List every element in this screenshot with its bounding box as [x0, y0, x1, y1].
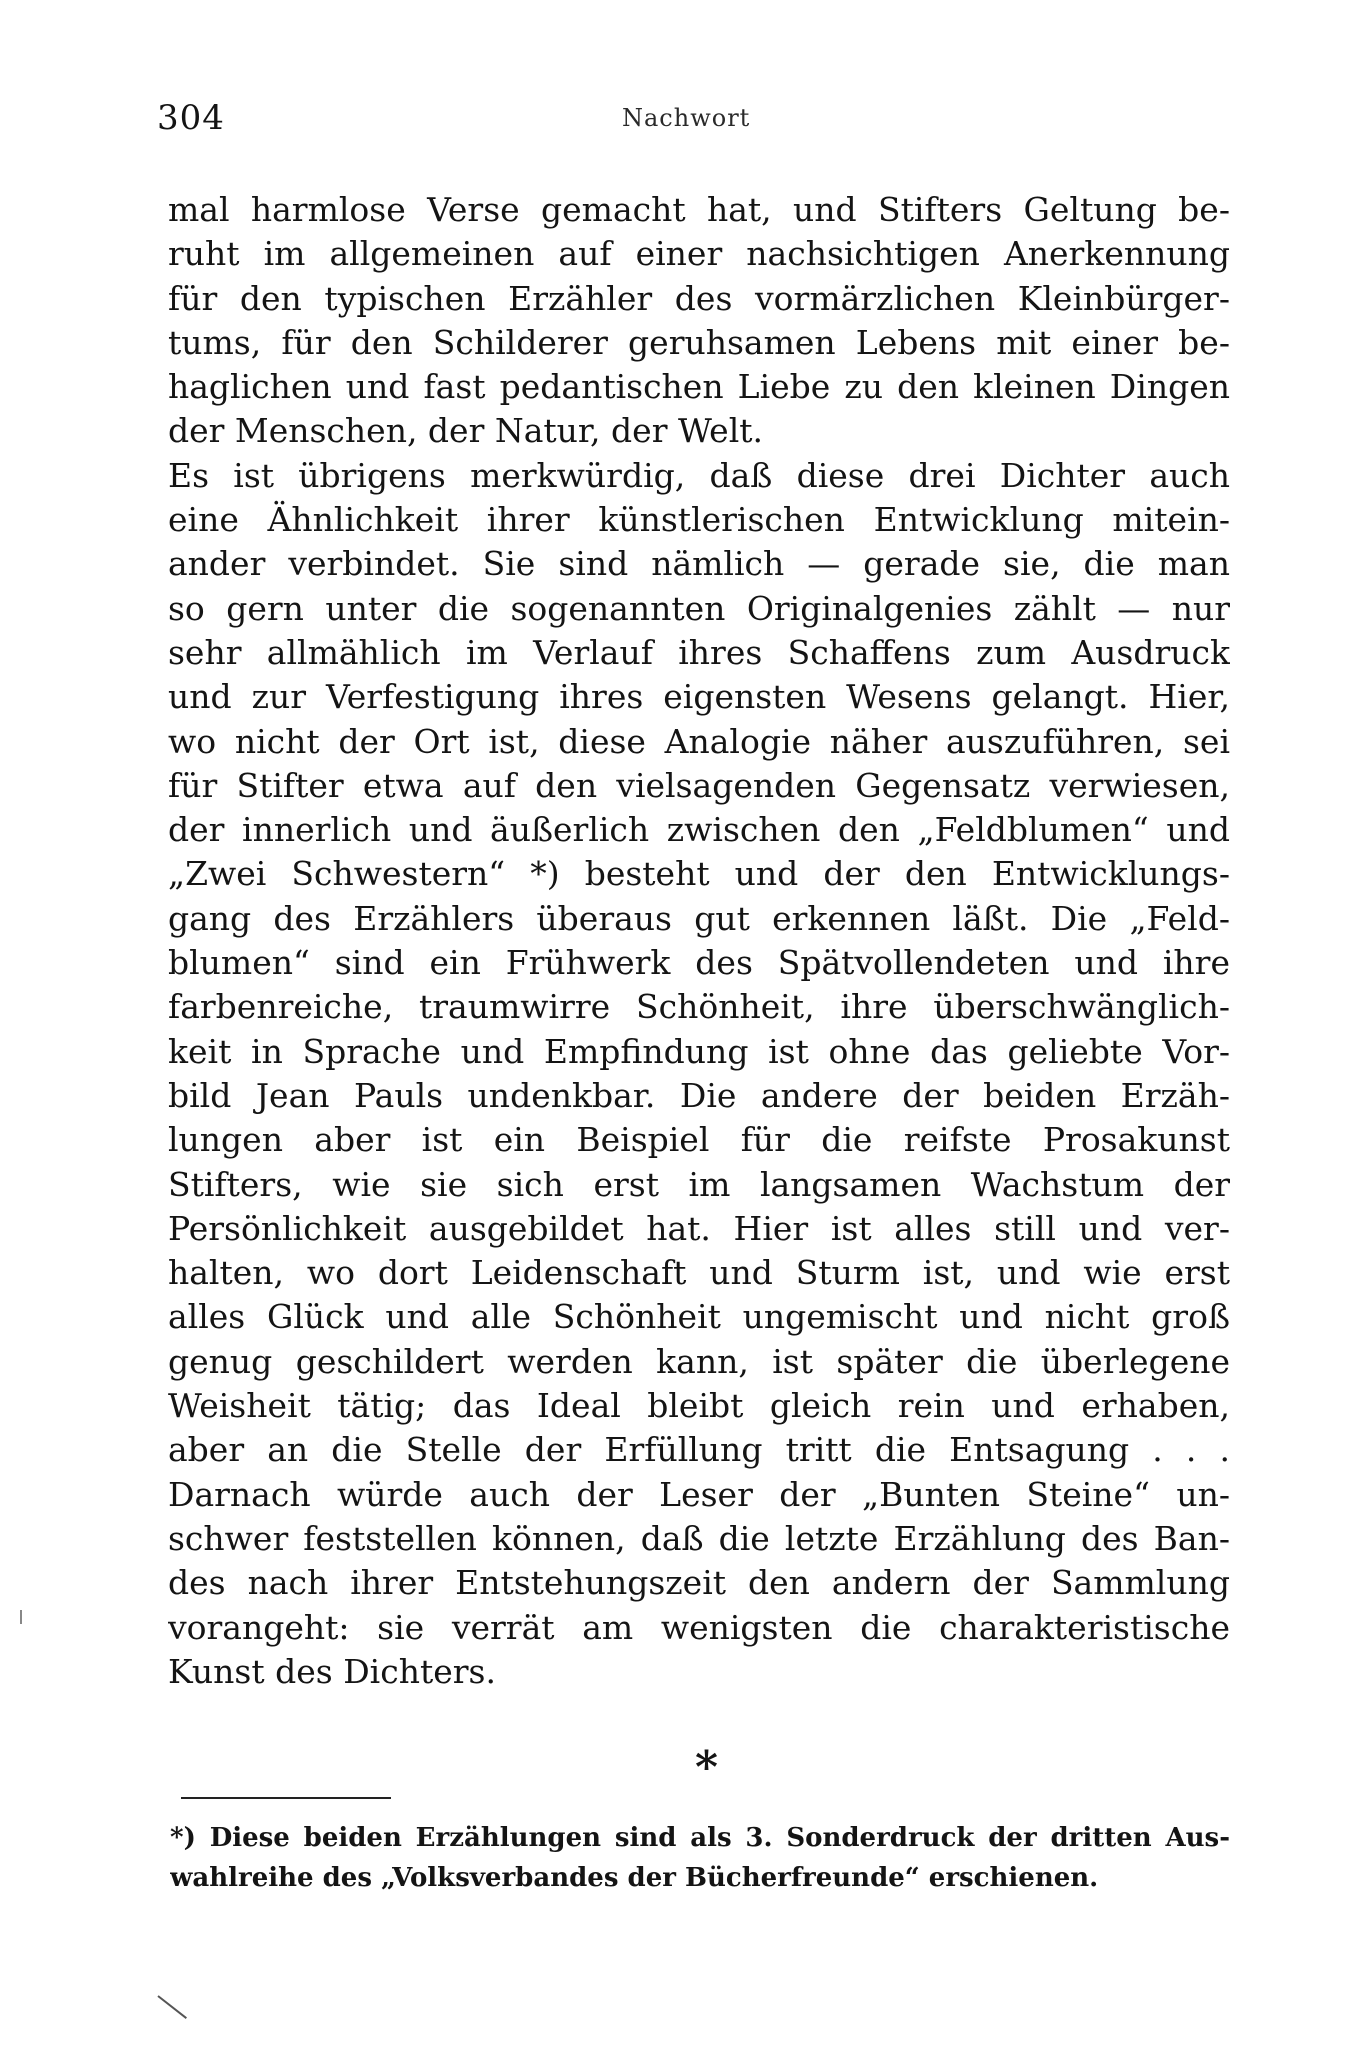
text-line: eine Ähnlichkeit ihrer künstlerischen Entwicklung mitein-: [168, 500, 1230, 540]
footnote: [170, 1818, 1230, 1898]
text-line: für den typischen Erzähler des vormärzlichen Kleinbürger-: [168, 278, 1230, 318]
text-line: halten, wo dort Leidenschaft und Sturm ist, und wie erst: [168, 1253, 1230, 1293]
footnote-line: wahlreihe des „Volksverbandes der Bücherfreunde“ erschienen.: [170, 1863, 1099, 1893]
text-line: bild Jean Pauls undenkbar. Die andere der beiden Erzäh-: [168, 1075, 1230, 1115]
text-line: Es ist übrigens merkwürdig, daß diese drei Dichter auch: [168, 455, 1230, 495]
text-line: vorangeht: sie verrät am wenigsten die charakteristische: [168, 1607, 1230, 1647]
text-line: aber an die Stelle der Erfüllung tritt die Entsagung . . .: [168, 1430, 1230, 1470]
footnote-line: *) Diese beiden Erzählungen sind als 3. Sonderdruck der dritten Aus-: [170, 1823, 1230, 1853]
text-line: ander verbindet. Sie sind nämlich — gerade sie, die man: [168, 544, 1230, 584]
body-text: [168, 188, 1230, 1694]
footnote-rule: [181, 1797, 391, 1799]
text-line: Kunst des Dichters.: [168, 1651, 496, 1691]
text-line: sehr allmählich im Verlauf ihres Schaffens zum Ausdruck: [168, 632, 1230, 672]
text-line: lungen aber ist ein Beispiel für die reifste Prosakunst: [168, 1120, 1230, 1160]
text-line: blumen“ sind ein Frühwerk des Spätvollendeten und ihre: [168, 943, 1230, 983]
running-title: Nachwort: [622, 104, 751, 132]
text-line: für Stifter etwa auf den vielsagenden Gegensatz verwiesen,: [168, 765, 1230, 805]
text-line: genug geschildert werden kann, ist später die überlegene: [168, 1341, 1230, 1381]
text-line: keit in Sprache und Empfindung ist ohne das geliebte Vor-: [168, 1031, 1230, 1071]
text-line: alles Glück und alle Schönheit ungemischt und nicht groß: [168, 1297, 1230, 1337]
text-line: Persönlichkeit ausgebildet hat. Hier ist alles still und ver-: [168, 1208, 1230, 1248]
text-line: schwer feststellen können, daß die letzte Erzählung des Ban-: [168, 1518, 1230, 1558]
text-line: haglichen und fast pedantischen Liebe zu den kleinen Dingen: [168, 367, 1230, 407]
text-line: „Zwei Schwestern“ *) besteht und der den Entwicklungs-: [168, 854, 1230, 894]
text-line: und zur Verfestigung ihres eigensten Wesens gelangt. Hier,: [168, 677, 1230, 717]
section-asterism: *: [695, 1742, 719, 1793]
text-line: Stifters, wie sie sich erst im langsamen Wachstum der: [168, 1164, 1230, 1204]
text-line: ruht im allgemeinen auf einer nachsichtigen Anerkennung: [168, 234, 1230, 274]
stray-pen-mark: [157, 1995, 187, 2019]
text-line: der innerlich und äußerlich zwischen den „Feldblumen“ und: [168, 810, 1230, 850]
text-line: gang des Erzählers überaus gut erkennen läßt. Die „Feld-: [168, 898, 1230, 938]
text-line: farbenreiche, traumwirre Schönheit, ihre überschwänglich-: [168, 987, 1230, 1027]
running-head: [157, 98, 1227, 142]
margin-mark: [20, 1610, 22, 1624]
text-line: des nach ihrer Entstehungszeit den andern der Sammlung: [168, 1563, 1230, 1603]
text-line: der Menschen, der Natur, der Welt.: [168, 411, 764, 451]
text-line: Weisheit tätig; das Ideal bleibt gleich rein und erhaben,: [168, 1386, 1230, 1426]
text-line: mal harmlose Verse gemacht hat, und Stifters Geltung be-: [168, 190, 1230, 229]
text-line: Darnach würde auch der Leser der „Bunten Steine“ un-: [168, 1474, 1230, 1514]
text-line: so gern unter die sogenannten Originalgenies zählt — nur: [168, 588, 1230, 628]
page-number: 304: [157, 98, 225, 138]
text-line: wo nicht der Ort ist, diese Analogie näher auszuführen, sei: [168, 721, 1230, 761]
text-line: tums, für den Schilderer geruhsamen Lebens mit einer be-: [168, 322, 1230, 362]
